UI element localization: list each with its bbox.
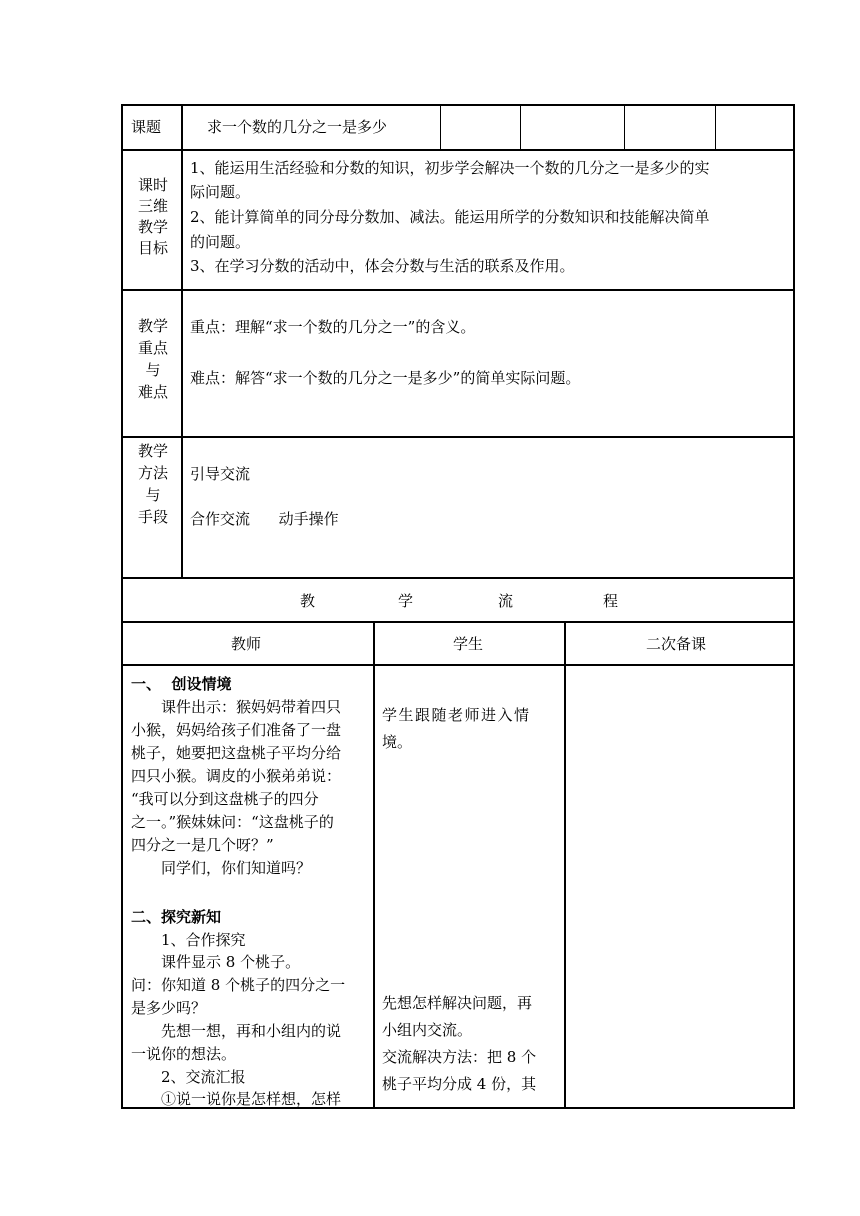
- objective-line: 2、能计算简单的同分母分数加、减法。能运用所学的分数知识和技能解决简单: [190, 208, 710, 226]
- teacher-line: 桃子，她要把这盘桃子平均分给: [131, 744, 342, 762]
- objective-line: 的问题。: [190, 233, 251, 251]
- table-border-top: [121, 104, 795, 106]
- teacher-line: 小猴，妈妈给孩子们准备了一盘: [131, 721, 342, 739]
- row-divider: [121, 621, 795, 623]
- label-line: 重点: [137, 339, 168, 357]
- student-line: 交流解决方法：把 8 个: [382, 1048, 537, 1066]
- objectives-label: 课时三维教学目标: [137, 176, 168, 257]
- row-divider: [121, 436, 795, 438]
- student-line: 小组内交流。: [382, 1021, 473, 1039]
- teacher-line: 先想一想，再和小组内的说: [131, 1022, 342, 1040]
- heading-char: 程: [603, 592, 619, 610]
- section-title: 一、 创设情境: [131, 675, 232, 693]
- student-line: 境。: [382, 733, 413, 751]
- teacher-line: 是多少吗？: [131, 999, 207, 1017]
- table-border-left: [121, 104, 123, 1109]
- teacher-line: 2、交流汇报: [131, 1068, 246, 1086]
- label-line: 教学: [137, 317, 168, 335]
- section-title: 二、探究新知: [131, 908, 222, 926]
- label-line: 方法: [137, 464, 168, 482]
- row-divider: [121, 577, 795, 579]
- label-line: 难点: [137, 383, 168, 401]
- objective-line: 际问题。: [190, 183, 251, 201]
- student-line: 学生跟随老师进入情: [382, 706, 531, 724]
- objective-line: 1、能运用生活经验和分数的知识，初步学会解决一个数的几分之一是多少的实: [190, 159, 710, 177]
- teacher-line: 四只小猴。调皮的小猴弟弟说：: [131, 767, 342, 785]
- teacher-line: “我可以分到这盘桃子的四分: [131, 790, 319, 808]
- label-line: 手段: [137, 508, 168, 526]
- student-line: 先想怎样解决问题，再: [382, 994, 533, 1012]
- method-line: 引导交流: [190, 465, 251, 483]
- student-line: 桃子平均分成 4 份，其: [382, 1075, 537, 1093]
- method-line: 合作交流 动手操作: [190, 510, 339, 528]
- column-divider: [715, 104, 716, 151]
- teacher-line: 之一。”猴妹妹问：“这盘桃子的: [131, 813, 334, 831]
- row-divider: [121, 149, 795, 151]
- column-divider: [624, 104, 625, 151]
- heading-char: 流: [498, 592, 514, 610]
- teaching-difficulty: 难点：解答“求一个数的几分之一是多少”的简单实际问题。: [190, 369, 581, 387]
- column-divider: [520, 104, 521, 151]
- heading-char: 学: [398, 592, 414, 610]
- teacher-line: 同学们，你们知道吗？: [131, 859, 312, 877]
- column-header-student: 学生: [453, 635, 484, 653]
- objective-line: 3、在学习分数的活动中，体会分数与生活的联系及作用。: [190, 257, 575, 275]
- table-border-right: [793, 104, 795, 1109]
- teacher-line: ①说一说你是怎样想，怎样: [131, 1090, 342, 1108]
- lesson-title: 求一个数的几分之一是多少: [207, 118, 388, 136]
- label-line: 与: [145, 361, 161, 379]
- title-label: 课题: [131, 118, 162, 136]
- teacher-line: 1、合作探究: [131, 931, 246, 949]
- label-line: 与: [145, 486, 161, 504]
- label-line: 教学: [137, 442, 168, 460]
- row-divider: [121, 289, 795, 291]
- heading-char: 教: [300, 592, 316, 610]
- column-header-revision: 二次备课: [646, 635, 707, 653]
- teacher-line: 课件显示 8 个桃子。: [131, 953, 301, 971]
- teacher-line: 课件出示：猴妈妈带着四只: [131, 698, 342, 716]
- teacher-line: 问：你知道 8 个桃子的四分之一: [131, 976, 346, 994]
- teacher-line: 四分之一是几个呀？”: [131, 836, 274, 854]
- teaching-focus: 重点：理解“求一个数的几分之一”的含义。: [190, 318, 476, 336]
- column-divider: [440, 104, 441, 151]
- column-divider: [373, 621, 375, 1109]
- column-divider: [181, 104, 183, 579]
- column-header-teacher: 教师: [231, 635, 262, 653]
- teacher-line: 一说你的想法。: [131, 1045, 237, 1063]
- revision-column: [566, 666, 793, 1107]
